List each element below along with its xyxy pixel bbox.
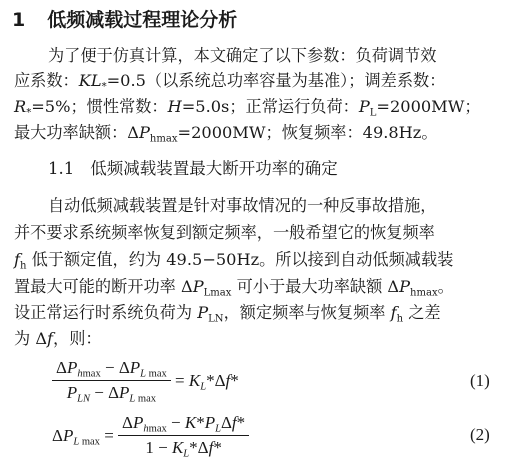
h-symbol: H xyxy=(167,97,182,116)
intro-line-1: 为了便于仿真计算，本文确定了以下参数：负荷调节效 xyxy=(48,46,437,65)
equation-2: $\Delta P_{L max}$ = $\frac{\Delta P_{hmax} - K*P_L\Delta f*}{1 - K_L*\Delta f*}$ xyxy=(52,411,249,460)
equation-1-fraction: $\frac{\Delta P_{hmax} - \Delta P_{L max}}{P_{LN} - \Delta P_{L max}}$ xyxy=(52,356,171,405)
intro-line-4: 最大功率缺额：$\Delta P_{hmax}=2000MW$；恢复频率：49.8Hz。 xyxy=(14,123,438,145)
subsection-heading xyxy=(48,158,338,180)
equation-1-number: (1) xyxy=(470,371,490,390)
body-line-6: 为 Δf，则： xyxy=(14,329,102,348)
intro-line-2: 应系数：$KL_*=0.5$（以系统总功率容量为基准）；调差系数： xyxy=(14,71,446,93)
section-number: 1 xyxy=(12,9,26,31)
ph-symbol: P xyxy=(139,123,150,142)
body-line-2: 并不要求系统频率恢复到额定频率，一般希望它的恢复频率 xyxy=(14,223,435,242)
equation-1: $\frac{\Delta P_{hmax} - \Delta P_{L max}}{P_{LN} - \Delta P_{L max}}$ = $K_L*\Delta f*$ xyxy=(52,356,239,405)
r-symbol: R xyxy=(14,97,27,116)
kl-symbol: KL xyxy=(78,71,102,90)
body-line-4: 置最大可能的断开功率 $\Delta P_{Lmax}$ 可小于最大功率缺额 $\Delta P_{hmax}$。 xyxy=(14,277,454,299)
section-title: 低频减载过程理论分析 xyxy=(47,9,238,31)
intro-line-3: $R_*=5\%$；惯性常数：H=5.0s；正常运行负荷：$P_L=2000MW$； xyxy=(14,97,481,119)
equation-2-number: (2) xyxy=(470,425,490,444)
pl-symbol: P xyxy=(358,97,370,116)
body-line-3: $f_h$ 低于额定值，约为 49.5−50Hz。所以接到自动低频减载装 xyxy=(14,250,454,272)
equation-2-fraction: $\frac{\Delta P_{hmax} - K*P_L\Delta f*}{1 - K_L*\Delta f*}$ xyxy=(118,411,249,460)
subsection-number: 1.1 xyxy=(48,159,75,178)
body-line-5: 设正常运行时系统负荷为 $P_{LN}$，额定频率与恢复频率 $f_h$ 之差 xyxy=(14,303,441,325)
subsection-title: 低频减载装置最大断开功率的确定 xyxy=(90,159,338,178)
section-heading xyxy=(12,9,237,31)
body-line-1: 自动低频减载装置是针对事故情况的一种反事故措施， xyxy=(48,196,437,215)
